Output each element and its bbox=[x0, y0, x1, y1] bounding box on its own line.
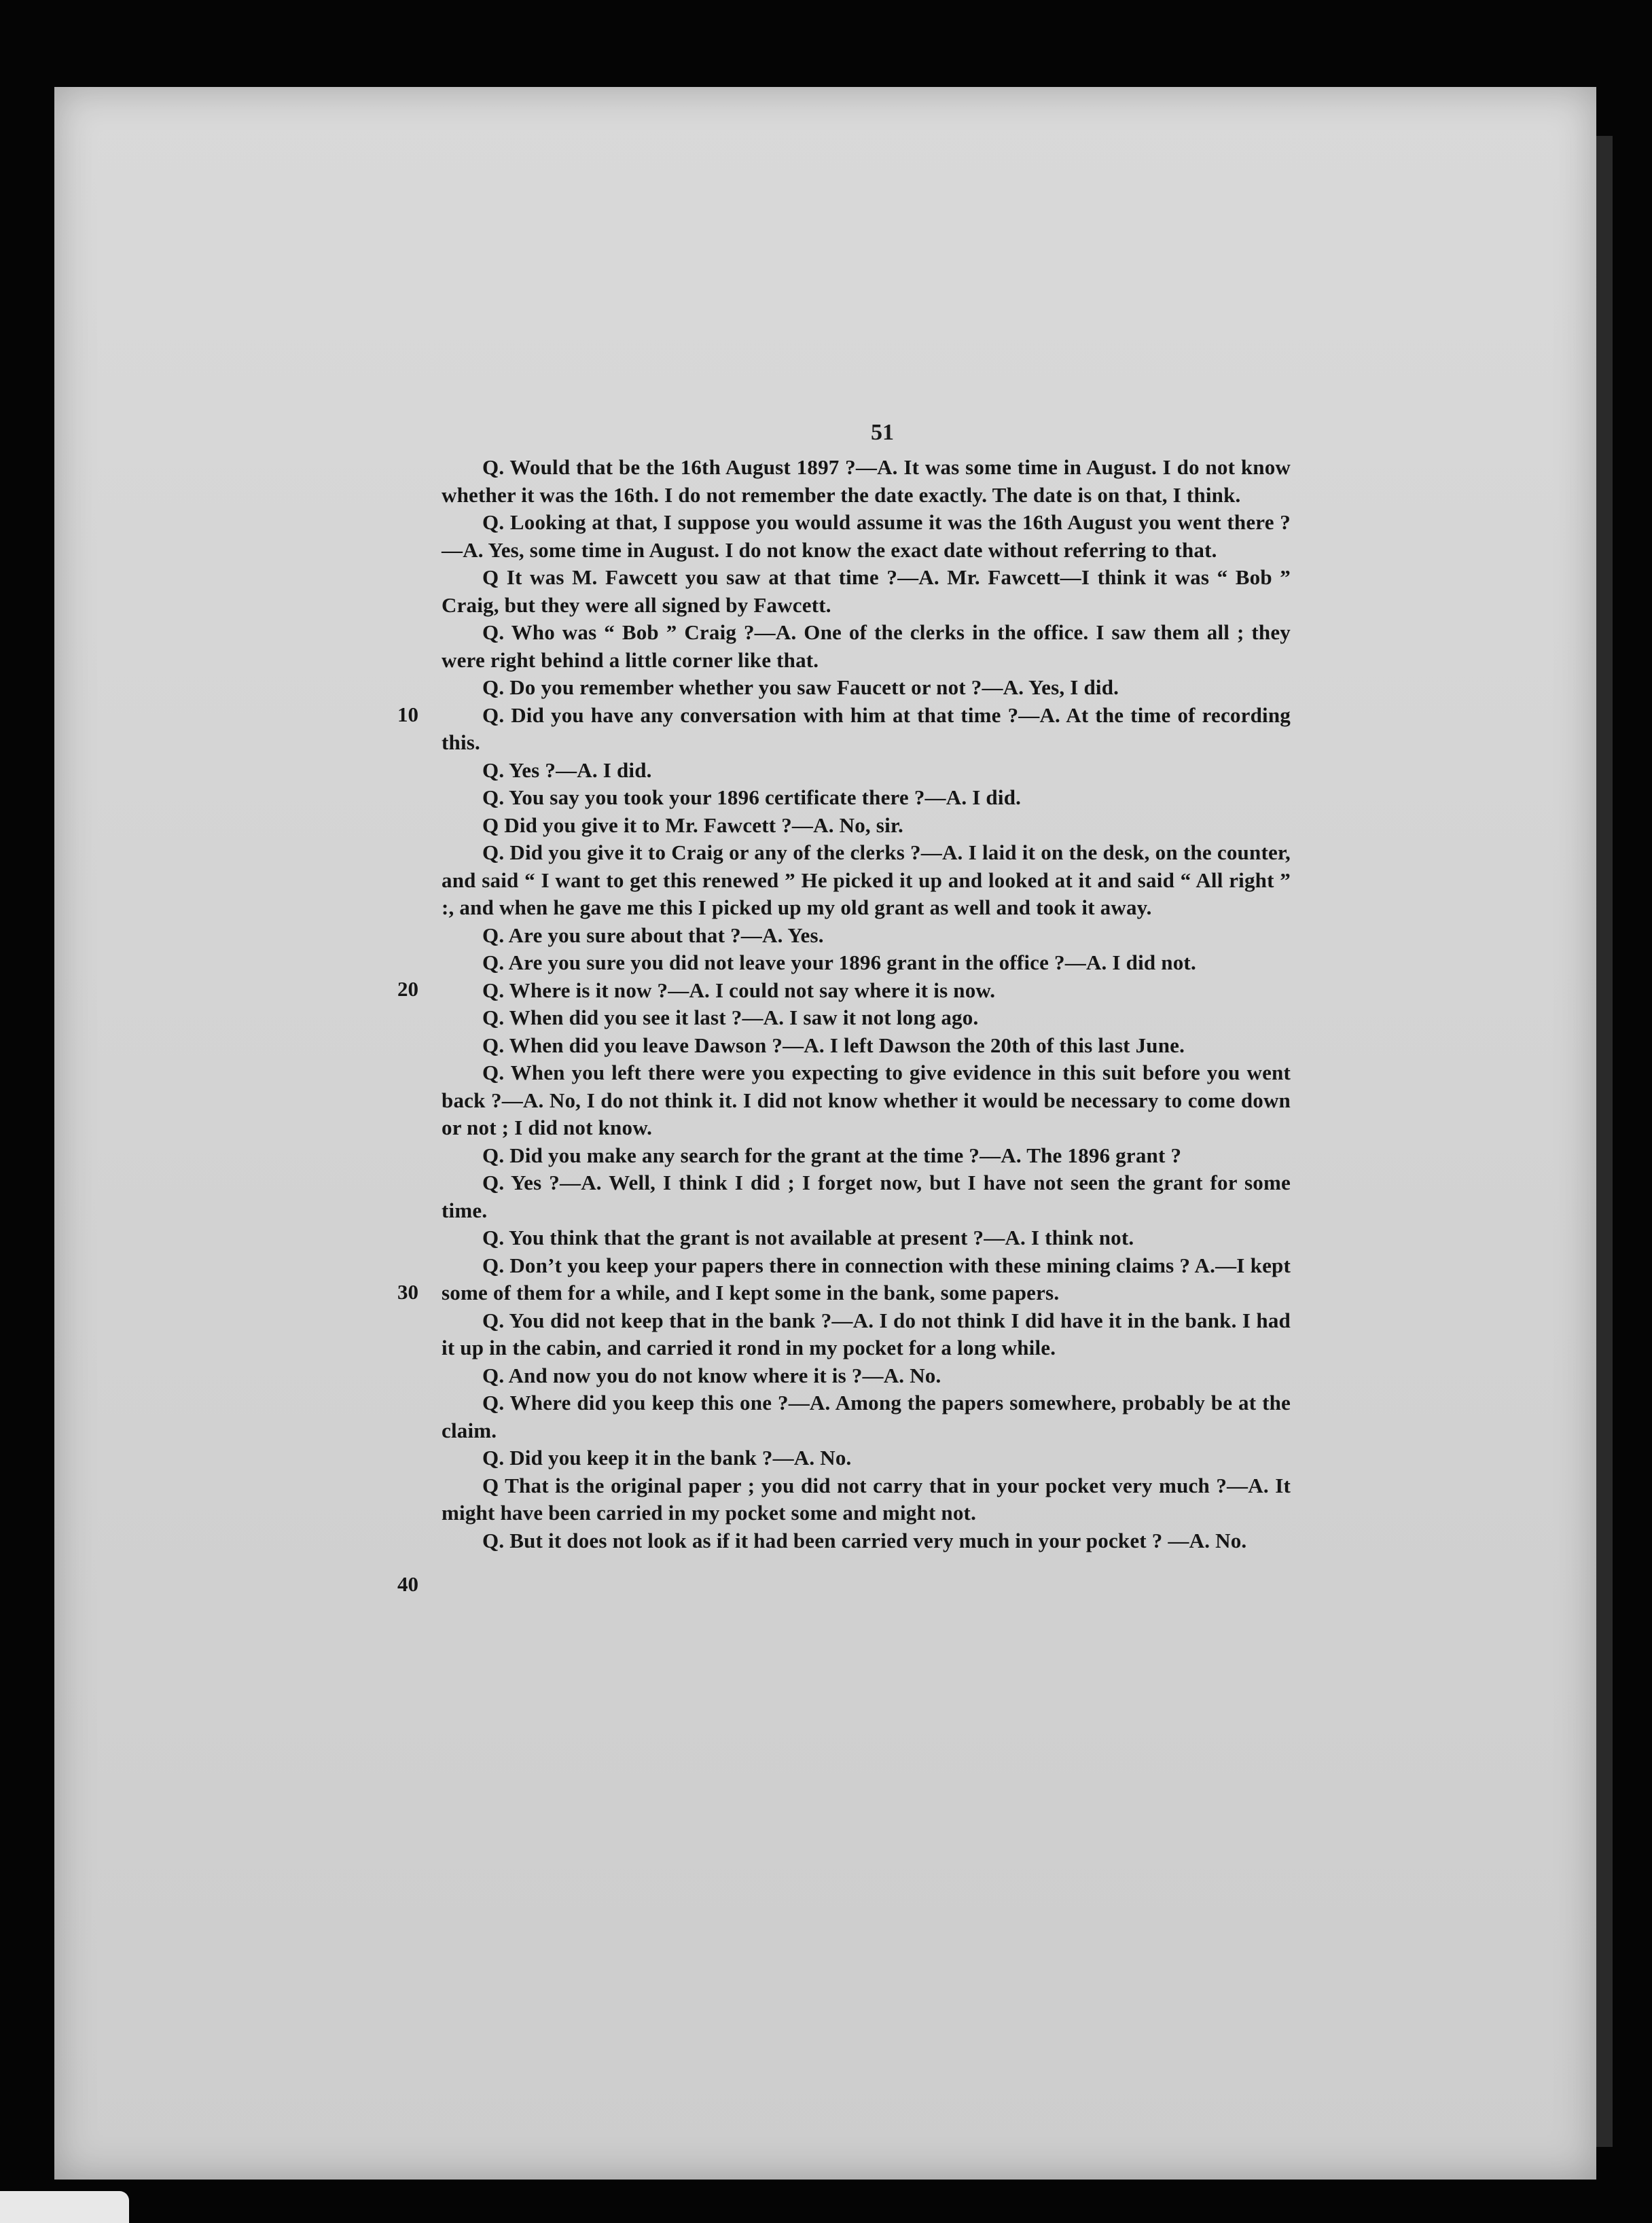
paragraph: Q. When did you see it last ?—A. I saw it not long ago. bbox=[482, 1006, 979, 1029]
paragraph: Q. When you left there were you expecting to give evidence in this suit before you went back ?—A. No, I do not think it. I did not know whether it would be necessary to come down or not ; I did not know. bbox=[442, 1061, 1291, 1139]
transcript-body bbox=[442, 454, 1291, 1554]
page-edge-shadow bbox=[1596, 136, 1613, 2147]
paragraph: Q. Where did you keep this one ?—A. Among the papers somewhere, probably be at the claim. bbox=[442, 1391, 1291, 1442]
paragraph: Q That is the original paper ; you did not carry that in your pocket very much ?—A. It might have been carried in my pocket some and might not. bbox=[442, 1473, 1291, 1525]
paragraph: Q Did you give it to Mr. Fawcett ?—A. No, sir. bbox=[482, 813, 903, 837]
paragraph: Q. Where is it now ?—A. I could not say where it is now. bbox=[482, 978, 996, 1002]
paragraph: Q. Don’t you keep your papers there in connection with these mining claims ? A.—I kept some of them for a while, and I kept some in the bank, some papers. bbox=[442, 1253, 1291, 1304]
paragraph: Q. You think that the grant is not available at present ?—A. I think not. bbox=[482, 1226, 1134, 1249]
paragraph: Q. Did you make any search for the grant at the time ?—A. The 1896 grant ? bbox=[482, 1143, 1182, 1167]
paragraph: Q. Did you keep it in the bank ?—A. No. bbox=[482, 1446, 852, 1470]
line-number-40: 40 bbox=[397, 1572, 418, 1596]
line-number-10: 10 bbox=[397, 703, 418, 726]
paragraph: Q. Did you give it to Craig or any of the clerks ?—A. I laid it on the desk, on the counter, and said “ I want to get this renewed ” He picked it up and looked at it and said “ All right ” :, and when he gave me this I picked up my old grant as well and took it away. bbox=[442, 840, 1291, 919]
paragraph: Q. Are you sure you did not leave your 1896 grant in the office ?—A. I did not. bbox=[482, 950, 1196, 974]
paragraph: Q. Who was “ Bob ” Craig ?—A. One of the clerks in the office. I saw them all ; they were right behind a little corner like that. bbox=[442, 620, 1291, 672]
paragraph: Q. Do you remember whether you saw Faucett or not ?—A. Yes, I did. bbox=[482, 675, 1119, 699]
paragraph: Q. You did not keep that in the bank ?—A. I do not think I did have it in the bank. I had it up in the cabin, and carried it rond in my pocket for a long while. bbox=[442, 1308, 1291, 1359]
line-number-30: 30 bbox=[397, 1280, 418, 1304]
paragraph: Q. Yes ?—A. Well, I think I did ; I forget now, but I have not seen the grant for some time. bbox=[442, 1171, 1291, 1222]
paragraph: Q It was M. Fawcett you saw at that time ?—A. Mr. Fawcett—I think it was “ Bob ” Craig, but they were all signed by Fawcett. bbox=[442, 565, 1291, 617]
paragraph: Q. Would that be the 16th August 1897 ?—A. It was some time in August. I do not know whether it was the 16th. I do not remember the date exactly. The date is on that, I think. bbox=[442, 455, 1291, 507]
line-number-20: 20 bbox=[397, 977, 418, 1001]
page-number: 51 bbox=[871, 420, 894, 445]
paragraph: Q. Yes ?—A. I did. bbox=[482, 758, 652, 782]
paragraph: Q. You say you took your 1896 certificate there ?—A. I did. bbox=[482, 785, 1022, 809]
paragraph: Q. When did you leave Dawson ?—A. I left Dawson the 20th of this last June. bbox=[482, 1033, 1185, 1057]
paragraph: Q. Looking at that, I suppose you would assume it was the 16th August you went there ?—A. Yes, some time in August. I do not know the exact date without referring to that. bbox=[442, 510, 1291, 562]
paragraph: Q. Are you sure about that ?—A. Yes. bbox=[482, 923, 824, 947]
paragraph: Q. And now you do not know where it is ?—A. No. bbox=[482, 1363, 941, 1387]
scan-corner-mark bbox=[0, 2191, 129, 2223]
paragraph: Q. Did you have any conversation with him at that time ?—A. At the time of recording this. bbox=[442, 703, 1291, 754]
paragraph: Q. But it does not look as if it had been carried very much in your pocket ? —A. No. bbox=[482, 1528, 1247, 1552]
